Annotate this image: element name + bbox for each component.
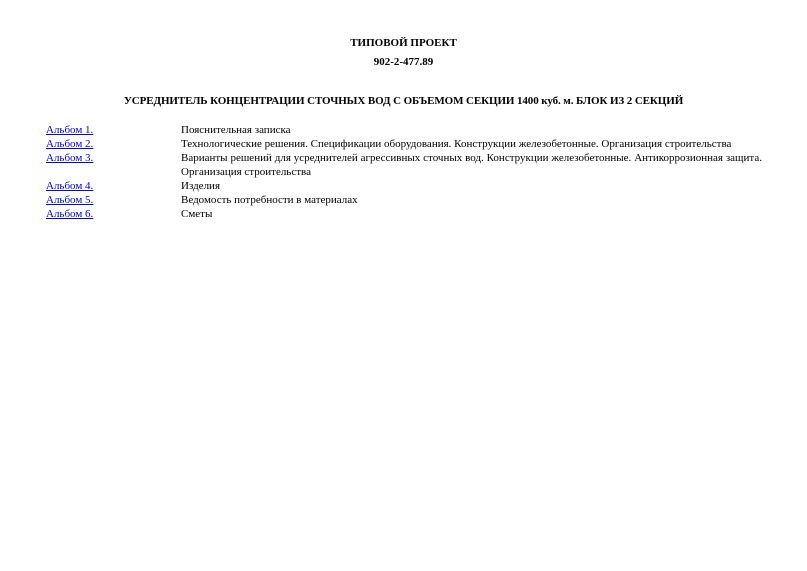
album-4-link[interactable]: Альбом 4. bbox=[46, 180, 94, 192]
document-subtitle: УСРЕДНИТЕЛЬ КОНЦЕНТРАЦИИ СТОЧНЫХ ВОД С ОБЪЕМОМ СЕКЦИИ 1400 куб. м. БЛОК ИЗ 2 СЕКЦИЙ bbox=[123, 95, 684, 107]
document-code: 902-2-477.89 bbox=[373, 56, 434, 68]
album-row bbox=[46, 193, 762, 207]
album-5-description: Ведомость потребности в материалах bbox=[181, 194, 358, 206]
album-3-description: Варианты решений для усреднителей агрессивных сточных вод. Конструкции железобетонные. Антикоррозионная защита. Организация строительства bbox=[181, 152, 762, 178]
album-6-description: Сметы bbox=[181, 208, 213, 220]
album-row bbox=[46, 137, 762, 151]
album-row bbox=[46, 179, 762, 193]
album-4-description: Изделия bbox=[181, 180, 221, 192]
album-2-description: Технологические решения. Спецификации оборудования. Конструкции железобетонные. Организация строительства bbox=[181, 138, 732, 150]
album-row bbox=[46, 123, 762, 137]
album-1-description: Пояснительная записка bbox=[181, 124, 291, 136]
album-list bbox=[46, 123, 762, 221]
album-6-link[interactable]: Альбом 6. bbox=[46, 208, 94, 220]
album-2-link[interactable]: Альбом 2. bbox=[46, 138, 94, 150]
album-row bbox=[46, 207, 762, 221]
album-3-link[interactable]: Альбом 3. bbox=[46, 152, 94, 164]
document-title: ТИПОВОЙ ПРОЕКТ bbox=[350, 37, 457, 49]
album-1-link[interactable]: Альбом 1. bbox=[46, 124, 94, 136]
album-5-link[interactable]: Альбом 5. bbox=[46, 194, 94, 206]
album-row bbox=[46, 151, 762, 179]
